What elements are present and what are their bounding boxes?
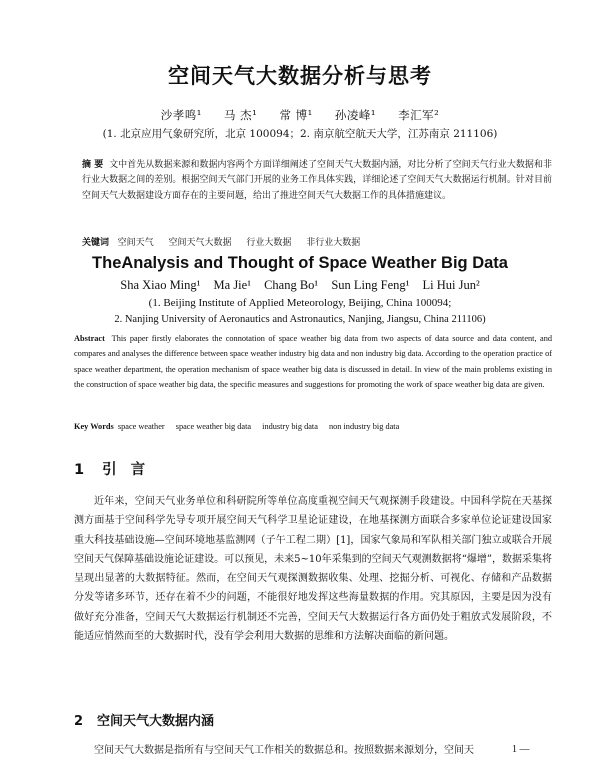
paper-title-en: TheAnalysis and Thought of Space Weather Big Data [92,254,508,272]
keywords-en [74,422,552,431]
abstract-en [74,331,552,393]
section-2-body: 空间天气大数据是指所有与空间天气工作相关的数据总和。按照数据来源划分，空间天 [94,745,474,756]
author-en: Sun Ling Feng¹ [331,278,410,292]
author-en: Li Hui Jun² [422,278,480,292]
paper-title-cn: 空间天气大数据分析与思考 [168,64,432,88]
author-cn: 李汇军² [398,108,440,122]
authors-en [0,278,600,293]
section-1-body: 近年来，空间天气业务单位和科研院所等单位高度重视空间天气观探测手段建设。中国科学院在天基探测方面基于空间科学先导专项开展空间天气科学卫星论证建设，在地基探测方面联合多家单位论证建设国家重大科技基础设施—空间环境地基监测网（子午工程二期）[1]，国家气象局和军队相关部门独立或联合开展空间天气保障基础设施论证建设。可以预见，未来5~10年采集到的空间天气观测数据将“爆增”，数据采集将呈现出显著的大数据特征。然而，在空间天气观探测数据收集、处理、挖掘分析、可视化、存储和产品数据分发等诸多环节，还存在着不少的问题，不能很好地发挥这些海量数据的作用。究其原因，主要是因为没有做好充分准备，空间天气大数据运行机制还不完善，空间天气大数据运行各方面仍处于粗放式发展阶段，不能适应悄然而至的大数据时代，没有学会利用大数据的思维和方法解决面临的新问题。 [74,496,552,643]
section-2-heading [74,710,214,729]
keyword-en: industry big data [262,422,318,431]
author-cn: 沙孝鸣¹ [160,108,202,122]
keyword-cn: 空间天气大数据 [168,238,232,248]
abstract-cn [82,158,552,204]
abstract-en-text: This paper firstly elaborates the connotation of space weather big data from two aspects of data source and data content, and compares and analyses the difference between space weather industry big data and non industry big data. According to the operation practice of space weather department, the operation mechanism of space weather big data is discussed in detail. In view of the main problems existing in the construction of space weather big data, the specific measures and suggestions for promoting the work of space weather big data are given. [74,334,552,390]
affiliation-en-2: 2. Nanjing University of Aeronautics and Astronautics, Nanjing, Jiangsu, China 211106) [114,314,486,325]
authors-cn [0,107,600,123]
keywords-en-label: Key Words [74,422,114,431]
section-1-title: 引言 [102,462,160,478]
keyword-cn: 非行业大数据 [306,238,361,248]
affiliation-en-1: (1. Beijing Institute of Applied Meteorology, Beijing, China 100094; [148,297,452,309]
author-en: Chang Bo¹ [264,278,319,292]
section-2-title: 空间天气大数据内涵 [97,714,215,729]
section-2-number: 2 [74,714,84,729]
author-en: Sha Xiao Ming¹ [120,278,201,292]
keywords-cn-label: 关键词 [82,238,110,248]
keyword-cn: 行业大数据 [246,238,292,248]
abstract-cn-label: 摘 要 [82,160,104,170]
keyword-en: space weather [117,422,165,431]
keywords-cn [82,235,552,248]
abstract-cn-text: 文中首先从数据来源和数据内容两个方面详细阐述了空间天气大数据内涵，对比分析了空间天气行业大数据和非行业大数据之间的差别。根据空间天气部门开展的业务工作具体实践，详细论述了空间天气大数据运行机制。针对目前空间天气大数据建设方面存在的主要问题，给出了推进空间天气大数据工作的具体措施建议。 [82,160,552,201]
abstract-en-label: Abstract [74,334,105,343]
keyword-cn: 空间天气 [117,238,154,248]
author-en: Ma Jie¹ [213,278,251,292]
author-cn: 孙凌峰¹ [334,108,376,122]
author-cn: 常 博¹ [279,108,313,122]
keyword-en: space weather big data [175,422,252,431]
section-1-number: 1 [74,462,85,478]
page-number: 1 — [512,744,530,755]
author-cn: 马 杰¹ [224,108,258,122]
keyword-en: non industry big data [328,422,400,431]
affiliation-cn: (1. 北京应用气象研究所，北京 100094；2. 南京航空航天大学，江苏南京 211106) [102,128,498,140]
section-1-heading [74,458,159,479]
